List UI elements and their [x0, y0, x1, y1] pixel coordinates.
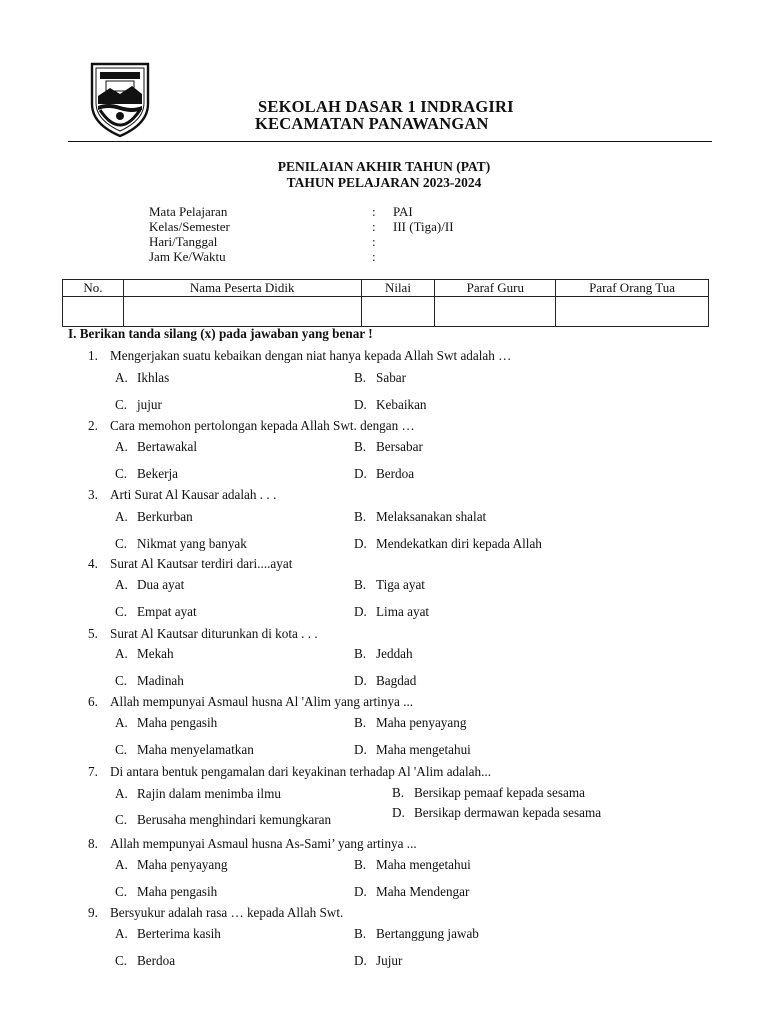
option-a[interactable] [115, 715, 217, 731]
option-letter: D. [354, 673, 367, 688]
table-header-cell: No. [63, 280, 124, 297]
question-text: Mengerjakan suatu kebaikan dengan niat hanya kepada Allah Swt adalah … [110, 348, 512, 363]
info-value: III (Tiga)/II [393, 219, 454, 234]
question-number: 6. [88, 694, 98, 709]
info-label: Kelas/Semester [149, 219, 230, 234]
question-number: 5. [88, 626, 98, 641]
question-number: 2. [88, 418, 98, 433]
option-text: Berterima kasih [137, 926, 221, 941]
option-letter: A. [115, 646, 128, 661]
option-c[interactable] [115, 466, 178, 482]
option-text: Madinah [137, 673, 184, 688]
question-text: Bersyukur adalah rasa … kepada Allah Swt. [110, 905, 344, 920]
option-a[interactable] [115, 439, 197, 455]
option-letter: B. [354, 370, 367, 385]
option-c[interactable] [115, 397, 162, 413]
option-text: Lima ayat [376, 604, 430, 619]
question-number: 1. [88, 348, 98, 363]
option-text: Maha pengasih [137, 884, 218, 899]
option-c[interactable] [115, 812, 331, 828]
option-text: Tiga ayat [376, 577, 425, 592]
option-letter: A. [115, 370, 128, 385]
option-text: Bersabar [376, 439, 423, 454]
question-text: Arti Surat Al Kausar adalah . . . [110, 487, 277, 502]
option-letter: D. [354, 742, 367, 757]
info-separator: : [372, 234, 376, 249]
option-letter: A. [115, 577, 128, 592]
option-letter: C. [115, 884, 128, 899]
option-c[interactable] [115, 673, 184, 689]
district-name: KECAMATAN PANAWANGAN [255, 114, 489, 133]
exam-title: PENILAIAN AKHIR TAHUN (PAT) [277, 159, 491, 174]
score-table [62, 279, 709, 327]
option-letter: C. [115, 536, 128, 551]
option-letter: D. [354, 536, 367, 551]
question-text: Allah mempunyai Asmaul husna As-Sami’ yang artinya ... [110, 836, 417, 851]
option-d[interactable] [354, 466, 414, 482]
question-number: 7. [88, 764, 98, 779]
option-letter: D. [354, 884, 367, 899]
teacher-signature-cell[interactable] [435, 297, 556, 327]
option-text: Maha Mendengar [376, 884, 470, 899]
option-b[interactable] [354, 926, 479, 942]
table-header-cell: Nama Peserta Didik [123, 280, 361, 297]
header-divider [68, 141, 712, 142]
option-letter: B. [354, 509, 367, 524]
option-text: Maha mengetahui [376, 857, 471, 872]
option-d[interactable] [354, 397, 427, 413]
option-text: Berusaha menghindari kemungkaran [137, 812, 332, 827]
option-text: Berkurban [137, 509, 193, 524]
info-separator: : [372, 249, 376, 264]
option-a[interactable] [115, 509, 193, 525]
option-b[interactable] [354, 857, 471, 873]
option-b[interactable] [354, 646, 413, 662]
option-c[interactable] [115, 604, 197, 620]
option-d[interactable] [354, 742, 471, 758]
option-text: jujur [137, 397, 162, 412]
option-text: Nikmat yang banyak [137, 536, 247, 551]
info-separator: : [372, 204, 376, 219]
info-value: PAI [393, 204, 413, 219]
option-text: Kebaikan [376, 397, 427, 412]
option-text: Maha pengasih [137, 715, 218, 730]
option-text: Bagdad [376, 673, 417, 688]
table-header-cell: Paraf Guru [435, 280, 556, 297]
option-text: Melaksanakan shalat [376, 509, 487, 524]
option-d[interactable] [392, 805, 601, 821]
question-text: Surat Al Kautsar terdiri dari....ayat [110, 556, 293, 571]
option-text: Maha mengetahui [376, 742, 471, 757]
school-district-logo [86, 58, 154, 138]
question-number: 3. [88, 487, 98, 502]
option-letter: A. [115, 715, 128, 730]
question-number: 9. [88, 905, 98, 920]
info-label: Jam Ke/Waktu [149, 249, 226, 264]
option-text: Jujur [376, 953, 403, 968]
option-c[interactable] [115, 742, 254, 758]
option-d[interactable] [354, 604, 429, 620]
question-text: Surat Al Kautsar diturunkan di kota . . . [110, 626, 318, 641]
option-letter: A. [115, 439, 128, 454]
no-cell[interactable] [63, 297, 124, 327]
option-d[interactable] [354, 953, 402, 969]
option-letter: B. [354, 439, 367, 454]
option-c[interactable] [115, 884, 217, 900]
option-text: Bertawakal [137, 439, 198, 454]
option-d[interactable] [354, 884, 469, 900]
option-letter: C. [115, 604, 128, 619]
option-text: Maha penyayang [376, 715, 467, 730]
option-text: Sabar [376, 370, 407, 385]
option-text: Berdoa [376, 466, 415, 481]
option-text: Maha menyelamatkan [137, 742, 254, 757]
option-text: Rajin dalam menimba ilmu [137, 786, 281, 801]
option-letter: C. [115, 397, 128, 412]
info-label: Mata Pelajaran [149, 204, 228, 219]
question-number: 4. [88, 556, 98, 571]
option-b[interactable] [392, 785, 585, 801]
option-text: Berdoa [137, 953, 176, 968]
option-letter: A. [115, 786, 128, 801]
option-b[interactable] [354, 715, 466, 731]
option-letter: C. [115, 466, 128, 481]
option-a[interactable] [115, 646, 174, 662]
option-text: Ikhlas [137, 370, 170, 385]
option-d[interactable] [354, 673, 416, 689]
option-letter: D. [354, 953, 367, 968]
question-text: Allah mempunyai Asmaul husna Al 'Alim yang artinya ... [110, 694, 414, 709]
table-header-row [63, 280, 709, 297]
option-text: Bersikap dermawan kepada sesama [414, 805, 602, 820]
student-name-cell[interactable] [123, 297, 361, 327]
option-a[interactable] [115, 926, 221, 942]
question-text: Di antara bentuk pengamalan dari keyakinan terhadap Al 'Alim adalah... [110, 764, 492, 779]
option-b[interactable] [354, 577, 425, 593]
score-cell[interactable] [361, 297, 435, 327]
option-a[interactable] [115, 370, 169, 386]
option-letter: B. [354, 715, 367, 730]
option-a[interactable] [115, 786, 281, 802]
option-letter: B. [354, 857, 367, 872]
table-header-cell: Paraf Orang Tua [556, 280, 709, 297]
option-letter: D. [354, 466, 367, 481]
option-b[interactable] [354, 370, 406, 386]
question-text: Cara memohon pertolongan kepada Allah Swt. dengan … [110, 418, 415, 433]
option-letter: C. [115, 953, 128, 968]
option-a[interactable] [115, 577, 184, 593]
info-label: Hari/Tanggal [149, 234, 218, 249]
option-letter: D. [354, 397, 367, 412]
option-text: Bekerja [137, 466, 179, 481]
option-letter: D. [392, 805, 405, 820]
option-text: Dua ayat [137, 577, 185, 592]
option-letter: C. [115, 673, 128, 688]
question-number: 8. [88, 836, 98, 851]
info-separator: : [372, 219, 376, 234]
option-text: Mekah [137, 646, 174, 661]
option-text: Maha penyayang [137, 857, 228, 872]
section-instruction: I. Berikan tanda silang (x) pada jawaban yang benar ! [68, 326, 373, 341]
option-a[interactable] [115, 857, 227, 873]
option-letter: C. [115, 742, 128, 757]
option-b[interactable] [354, 439, 423, 455]
option-b[interactable] [354, 509, 486, 525]
table-row [63, 297, 709, 327]
table-header-cell: Nilai [361, 280, 435, 297]
option-c[interactable] [115, 953, 175, 969]
option-letter: D. [354, 604, 367, 619]
option-d[interactable] [354, 536, 542, 552]
exam-year: TAHUN PELAJARAN 2023-2024 [286, 175, 482, 190]
option-letter: A. [115, 857, 128, 872]
option-text: Jeddah [376, 646, 413, 661]
school-name: SEKOLAH DASAR 1 INDRAGIRI [258, 97, 514, 116]
parent-signature-cell[interactable] [556, 297, 709, 327]
option-text: Bertanggung jawab [376, 926, 479, 941]
option-letter: A. [115, 509, 128, 524]
option-text: Bersikap pemaaf kepada sesama [414, 785, 585, 800]
option-letter: B. [354, 577, 367, 592]
option-c[interactable] [115, 536, 247, 552]
option-letter: B. [354, 926, 367, 941]
option-letter: A. [115, 926, 128, 941]
option-text: Empat ayat [137, 604, 197, 619]
option-text: Mendekatkan diri kepada Allah [376, 536, 542, 551]
option-letter: C. [115, 812, 128, 827]
option-letter: B. [392, 785, 405, 800]
option-letter: B. [354, 646, 367, 661]
